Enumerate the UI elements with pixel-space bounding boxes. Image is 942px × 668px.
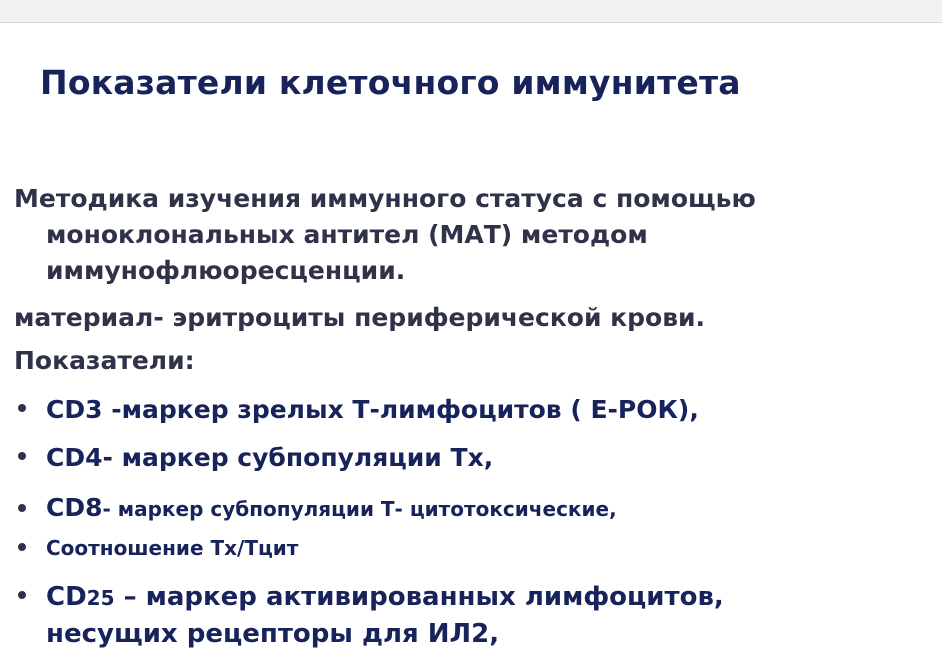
bullet-lead: CD8 bbox=[46, 493, 103, 522]
method-line-2: моноклональных антител (МАТ) методом bbox=[46, 220, 648, 249]
browser-top-bar bbox=[0, 0, 942, 23]
slide-title: Показатели клеточного иммунитета bbox=[40, 63, 741, 102]
bullet-dot-icon bbox=[18, 591, 26, 599]
bullet-lead: CD bbox=[46, 582, 87, 612]
bullet-dot-icon bbox=[18, 404, 26, 412]
indicators-heading: Показатели: bbox=[14, 346, 195, 375]
bullet-cd8 bbox=[18, 493, 617, 522]
bullet-ratio bbox=[18, 536, 298, 560]
bullet-cd3 bbox=[18, 395, 699, 424]
method-line-3: иммунофлюоресценции. bbox=[46, 256, 406, 285]
bullet-text-line-2: несущих рецепторы для ИЛ2, bbox=[46, 619, 500, 649]
bullet-text: – маркер активированных лимфоцитов, bbox=[114, 582, 724, 612]
bullet-text: - маркер субпопуляции Т- цитотоксические, bbox=[102, 497, 617, 521]
bullet-lead: CD4 bbox=[46, 443, 103, 472]
bullet-text: - маркер субпопуляции Тх, bbox=[102, 443, 494, 472]
bullet-text: Соотношение Тх/Тцит bbox=[46, 536, 299, 560]
bullet-dot-icon bbox=[18, 504, 26, 512]
method-line-1: Методика изучения иммунного статуса с помощью bbox=[14, 184, 756, 213]
bullet-text: -маркер зрелых Т-лимфоцитов ( Е-РОК), bbox=[102, 395, 699, 424]
bullet-lead-sub: 25 bbox=[86, 586, 115, 610]
slide bbox=[0, 23, 942, 668]
method-paragraph bbox=[14, 181, 756, 289]
bullet-dot-icon bbox=[18, 452, 26, 460]
bullet-cd25 bbox=[18, 579, 724, 652]
bullet-dot-icon bbox=[18, 543, 26, 551]
bullet-lead: CD3 bbox=[46, 395, 103, 424]
material-line: материал- эритроциты периферической крови. bbox=[14, 303, 706, 332]
bullet-cd4 bbox=[18, 443, 493, 472]
